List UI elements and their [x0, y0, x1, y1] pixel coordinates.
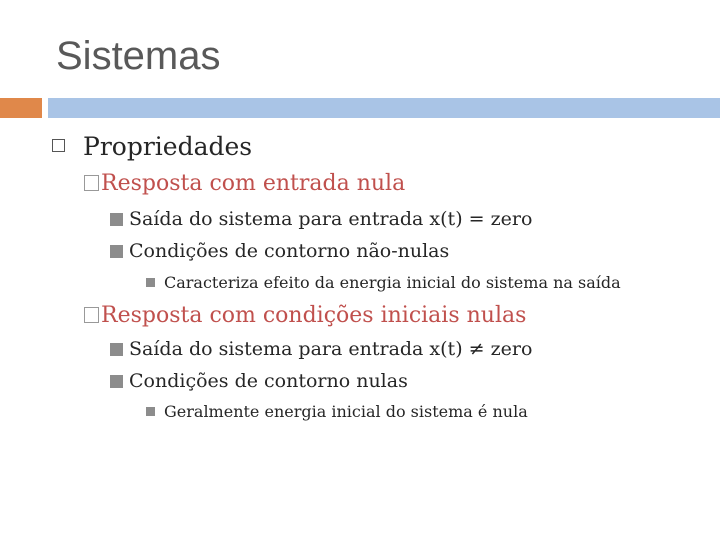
list-item-text: Saída do sistema para entrada x(t) = zero: [129, 208, 533, 230]
section-heading-zero-state: [84, 305, 526, 327]
checkbox-bullet-icon: [84, 307, 99, 323]
square-bullet-icon: [110, 375, 123, 388]
checkbox-bullet-icon: [84, 175, 99, 191]
list-item-text: Condições de contorno nulas: [129, 370, 408, 392]
accent-bar-orange: [0, 98, 42, 118]
section-heading-text: Resposta com condições iniciais nulas: [101, 303, 527, 328]
square-bullet-icon: [110, 213, 123, 226]
list-item: [110, 210, 532, 229]
square-bullet-icon: [110, 343, 123, 356]
section-heading-zero-input: [84, 173, 405, 195]
square-bullet-icon: [110, 245, 123, 258]
list-item: [110, 242, 449, 261]
sub-list-item: [146, 275, 621, 291]
sub-list-item-text: Geralmente energia inicial do sistema é nula: [164, 402, 528, 421]
square-bullet-icon: [146, 407, 155, 416]
list-item-text: Condições de contorno não-nulas: [129, 240, 450, 262]
bullet-text: Propriedades: [83, 132, 253, 161]
square-bullet-icon: [146, 278, 155, 287]
accent-bar-blue: [48, 98, 720, 118]
list-item: [110, 340, 532, 359]
sub-list-item: [146, 404, 528, 420]
list-item-text: Saída do sistema para entrada x(t) ≠ zero: [129, 338, 533, 360]
list-item: [110, 372, 408, 391]
hollow-square-bullet-icon: [52, 139, 65, 152]
sub-list-item-text: Caracteriza efeito da energia inicial do sistema na saída: [164, 273, 621, 292]
section-heading-text: Resposta com entrada nula: [101, 171, 406, 196]
bullet-level1: [52, 134, 252, 159]
slide-title: Sistemas: [56, 34, 221, 78]
